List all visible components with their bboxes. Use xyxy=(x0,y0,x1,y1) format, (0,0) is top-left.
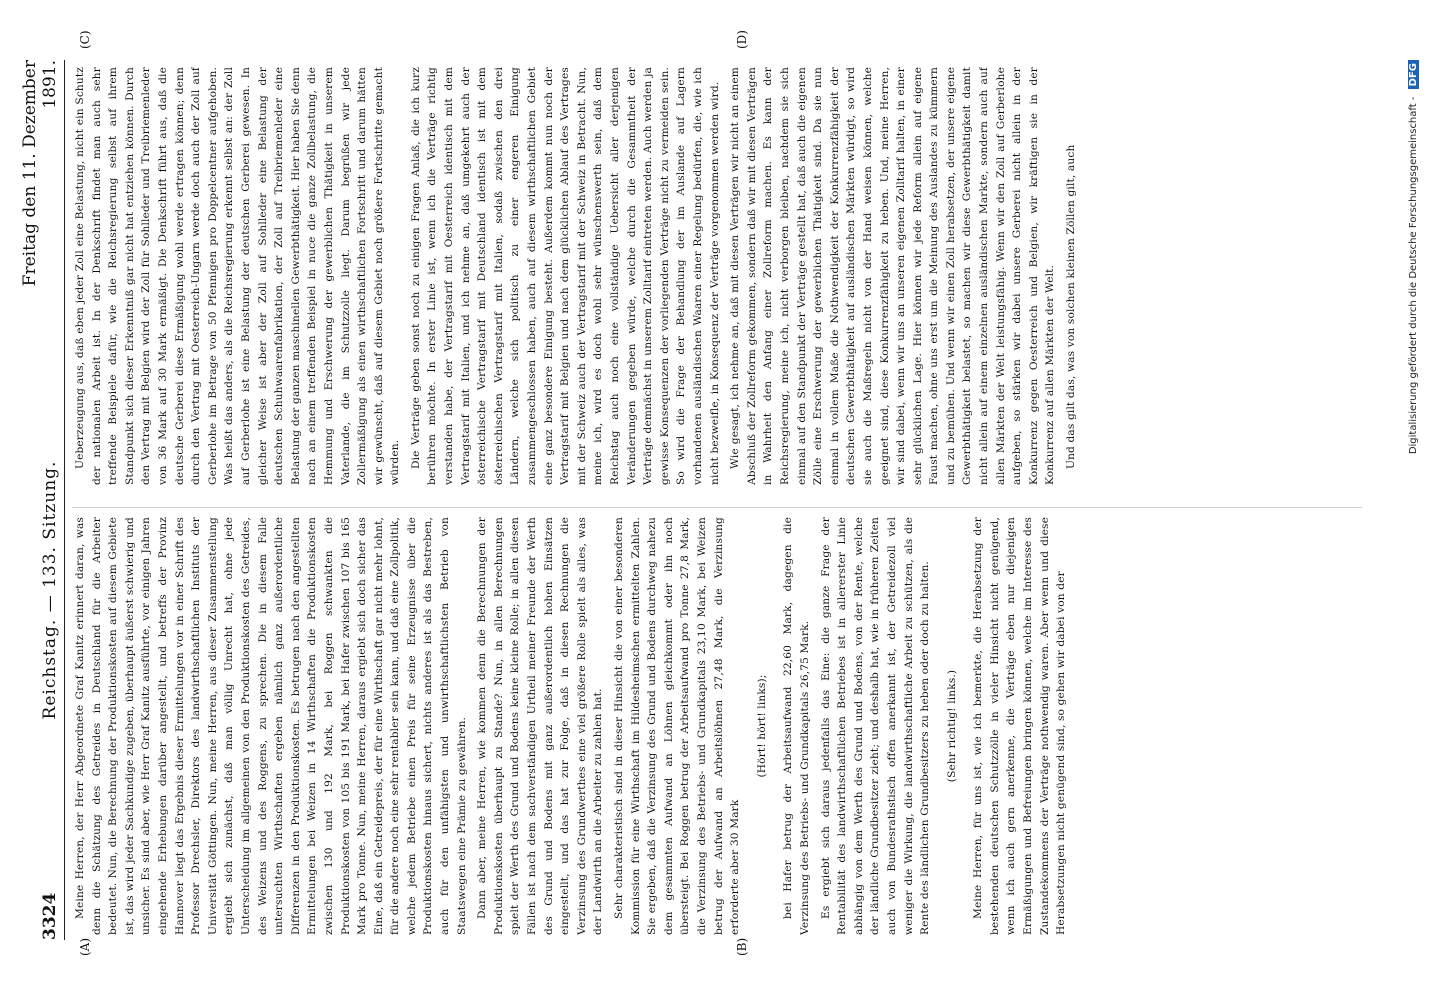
interjection: (Sehr richtig! links.) xyxy=(945,669,958,783)
paragraph: Die Verträge geben sonst noch zu einigen Fragen Anlaß, die ich kurz berühren möchte. In erster Linie ist, wenn ich die Verträge richtig verstanden habe, der Vertragstarif mit Oesterreich identisch mit dem Vertragstarif mit Italien, und ich nehme an, daß umgekehrt auch der österreichische Vertragstarif mit Deutschland identisch ist mit dem österreichischen Vertragstarif mit Italien, sodaß zwischen den drei Ländern, welche sich politisch zu einer engeren Einigung zusammengeschlossen haben, auch auf diesem wirthschaftlichen Gebiet eine ganz besondere Einigung besteht. Außerdem kommt nun noch der Vertragstarif mit Belgien und nach dem glücklichen Ablauf des Vertrages mit der Schweiz auch der Vertragstarif mit der Schweiz in Betracht. Nun, meine ich, wird es doch wohl sehr wünschenswerth sein, daß dem Reichstag auch noch eine vollständige Uebersicht aller derjenigen Veränderungen gegeben würde, welche durch die Gesammtheit der Verträge demnächst in unserem Zolltarif eintreten werden. Auch werden ja gewisse Konsequenzen der vorliegenden Verträge nicht zu vermeiden sein. So wird die Frage der Behandlung der im Auslande auf Lagern vorhandenen ausländischen Waaren einer Regelung bedürfen, die, wie ich nicht bezweifle, in Konsequenz der Verträge vorgenommen werden wird. xyxy=(409,67,721,485)
credit-text: Digitalisierung gefördert durch die Deutsche Forschungsgemeinschaft - xyxy=(1408,96,1419,455)
paragraph: Dann aber, meine Herren, wie kommen denn die Berechnungen der Produktionskosten überhaupt zu Stande? Nun, in allen Berechnungen spielt der Werth des Grund und Bodens keine kleine Rolle; in allen diesen Fällen ist nach dem sachverständigen Urtheil meiner Freunde der Werth des Grund und Bodens mit ganz außerordentlich hohen Einsätzen eingestellt, und das hat zur Folge, daß in diesen Rechnungen die Verzinsung des Grundwerthes eine viel größere Rolle spielt als alles, was der Landwirth an die Arbeiter zu zahlen hat. xyxy=(476,517,605,935)
paragraph: Und das gilt das, was von solchen kleinen Zöllen gilt, auch xyxy=(1065,144,1078,469)
margin-marker-d: (D) xyxy=(735,30,749,49)
session-title: Reichstag. — 133. Sitzung. xyxy=(40,460,60,720)
paragraph: Sehr charakteristisch sind in dieser Hinsicht die von einer besonderen Kommission für eine Wirthschaft im Hildesheimschen ermittelten Zahlen. Sie ergeben, daß die Verzinsung des Grund und Bodens durchweg nahezu dem gesammten Aufwand an Löhnen gleichkommt oder ihn noch übersteigt. Bei Roggen betrug der Arbeitsaufwand pro Tonne 27,8 Mark, die Verzinsung des Betriebs- und Grundkapitals 23,10 Mark, bei Weizen betrug der Aufwand an Arbeitslöhnen 27,48 Mark, die Verzinsung erforderte aber 30 Mark xyxy=(613,517,742,935)
paragraph: Wie gesagt, ich nehme an, daß mit diesen Verträgen wir nicht an einem Abschluß der Zollreform gekommen, sondern daß wir mit diesen Verträgen in Wahrheit den Anfang einer Zollreform machen. Es kann der Reichsregierung, meine ich, nicht verborgen bleiben, nachdem sie sich einmal auf den Standpunkt der Verträge gestellt hat, daß auch die eigenen Zölle eine Erschwerung der gewerblichen Thätigkeit sind. Da sie nun einmal in vollem Maße die Nothwendigkeit der Konkurrenzfähigkeit der deutschen Gewerbthätigkeit auf ausländischen Märkten würdigt, so wird sie auch die Maßregeln nicht von der Hand weisen können, welche geeignet sind, diese Konkurrenzfähigkeit zu heben. Und, meine Herren, wir sind dabei, wenn wir uns an unseren eigenen Zolltarif halten, in einer sehr glücklichen Lage. Hier können wir jede Reform allein auf eigene Faust machen, ohne uns erst um die Meinung des Auslandes zu kümmern und zu bemühen. Und wenn wir einen Zoll herabsetzen, der unsere eigene Gewerbthätigkeit belastet, so machen wir diese Gewerbthätigkeit damit nicht allein auf einem einzelnen ausländischen Markte, sondern auch auf allen Märkten der Welt leistungsfähig. Wenn wir den Zoll auf Gerberlohe aufgeben, so stärken wir dabei unsere Gerberei nicht allein in der Konkurrenz gegen Oesterreich und Belgien, wir kräftigen sie in der Konkurrenz auf allen Märkten der Welt. xyxy=(729,67,1057,485)
left-text-column xyxy=(72,517,1372,935)
session-date: Freitag den 11. Dezember 1891. xyxy=(20,60,60,287)
paragraph: Meine Herren, der Herr Abgeordnete Graf Kanitz erinnert daran, was denn die Schätzung des Getreides in Deutschland für die Arbeiter bedeutet. Nun, die Berechnung der Produktionskosten auf diesem Gebiete ist, das wird jeder Sachkundige zugeben, überhaupt äußerst schwierig und unsicher. Es sind aber, wie Herr Graf Kanitz ausführte, vor einigen Jahren eingehende Erhebungen darüber angestellt, und betreffs der Provinz Hannover liegt das Ergebnis dieser Ermittelungen vor in einer Schrift des Professor Drechsler, Direktors des landwirthschaftlichen Instituts der Universität Göttingen. Nun, meine Herren, aus dieser Zusammenstellung ergiebt sich zunächst, daß man völlig Unrecht hat, ohne jede Unterscheidung im allgemeinen von den Produktionskosten des Getreides, des Weizens und des Roggens, zu sprechen. Die in diesem Falle untersuchten Wirthschaften ergeben nämlich ganz außerordentliche Differenzen in den Produktionskosten. Es betrugen nach den angestellten Ermittelungen bei Weizen in 14 Wirthschaften die Produktionskosten zwischen 130 und 192 Mark, bei Roggen schwankten die Produktionskosten von 105 bis 191 Mark, bei Hafer zwischen 107 bis 165 Mark pro Tonne. Nun, meine Herren, daraus ergiebt sich doch sicher das Eine, daß ein Getreidepreis, der für eine Wirthschaft gar nicht mehr lohnt, für die andere noch eine sehr rentabler sein kann, und daß eine Zollpolitik, welche jedem Betriebe einen Preis für seine Erzeugnisse über die Produktionskosten hinaus sichert, nichts anderes ist als das Bestreben, auch für den unfähigsten und unwirthschaftlichsten Betrieb von Staatswegen eine Prämie zu gewähren. xyxy=(74,517,468,935)
margin-marker-b: (B) xyxy=(735,937,749,956)
margin-marker-a: (A) xyxy=(78,937,92,956)
paragraph: Meine Herren, für uns ist, wie ich bemerkte, die Herabsetzung der bestehenden deutschen Schutzzölle in vieler Hinsicht nicht genügend, wenn ich auch gern anerkenne, die Verträge eben nur diejenigen Ermäßigungen und Befreiungen bringen können, welche im Interesse des Zustandekommens der Verträge nothwendig waren. Aber wenn und diese Herabsetzungen nicht genügend sind, so gehen wir dabei von der xyxy=(972,517,1068,935)
digitization-credit xyxy=(1408,60,1419,940)
dfg-logo: DFG xyxy=(1408,60,1419,89)
right-text-column xyxy=(72,67,1372,485)
page-header xyxy=(20,60,65,940)
paragraph: Ueberzeugung aus, daß eben jeder Zoll eine Belastung, nicht ein Schutz der nationalen Arbeit ist. In der Denkschrift findet man auch sehr treffende Beispiele dafür, wie die Reichsregierung selbst auf ihrem Standpunkt sich dieser Erkenntniß gar nicht hat entziehen können. Durch den Vertrag mit Belgien wird der Zoll für Sohlleder und Treibriemenleder von 36 Mark auf 30 Mark ermäßigt. Die Denkschrift führt aus, daß die deutsche Gerberei diese Ermäßigung wohl werde ertragen können; denn durch den Vertrag mit Oesterreich-Ungarn werde doch auch der Zoll auf Gerberlohe im Betrage von 50 Pfennigen pro Doppelcentner aufgehoben. Was heißt das anders, als die Reichsregierung erkennt selbst an: der Zoll auf Gerberlohe ist eine Belastung der deutschen Gerberei gewesen. In gleicher Weise ist aber der Zoll auf Sohlleder eine Belastung der deutschen Schuhwaarenfabrikation, der Zoll auf Treibriemenleder eine Belastung der ganzen maschinellen Gewerbthätigkeit. Hier haben Sie denn nach an einem treffenden Beispiel in nuce die ganze Zollbelastung, die Hemmung und Erschwerung der gewerblichen Thätigkeit in unserem Vaterlande, die im Schutzzolle liegt. Darum begrüßen wir jede Zollermäßigung als einen wirthschaftlichen Fortschritt und darum hätten wir gewünscht, daß auf diesem Gebiet noch größere Fortschritte gemacht würden. xyxy=(74,67,402,485)
interjection: (Hört! hört! links); xyxy=(755,674,768,778)
page-number: 3324 xyxy=(40,892,60,940)
column-divider xyxy=(72,507,1362,508)
paragraph: Es ergiebt sich daraus jedenfalls das Eine: die ganze Frage der Rentabilität des landwirthschaftlichen Betriebes ist in allererster Linie abhängig von dem Werth des Grund und Bodens, von der Rente, welche der ländliche Grundbesitzer zieht; und deshalb hat, wie in früheren Zeiten auch von Bundesrathstisch offen anerkannt ist, der Getreidezoll viel weniger die Wirkung, die landwirthschaftliche Arbeit zu schützen, als die Rente des ländlichen Grundbesitzers zu heben oder doch zu halten. xyxy=(819,517,932,935)
paragraph: bei Hafer betrug der Arbeitsaufwand 22,60 Mark, dagegen die Verzinsung des Betriebs- und Grundkapitals 26,75 Mark. xyxy=(782,517,811,935)
margin-marker-c: (C) xyxy=(78,30,92,49)
